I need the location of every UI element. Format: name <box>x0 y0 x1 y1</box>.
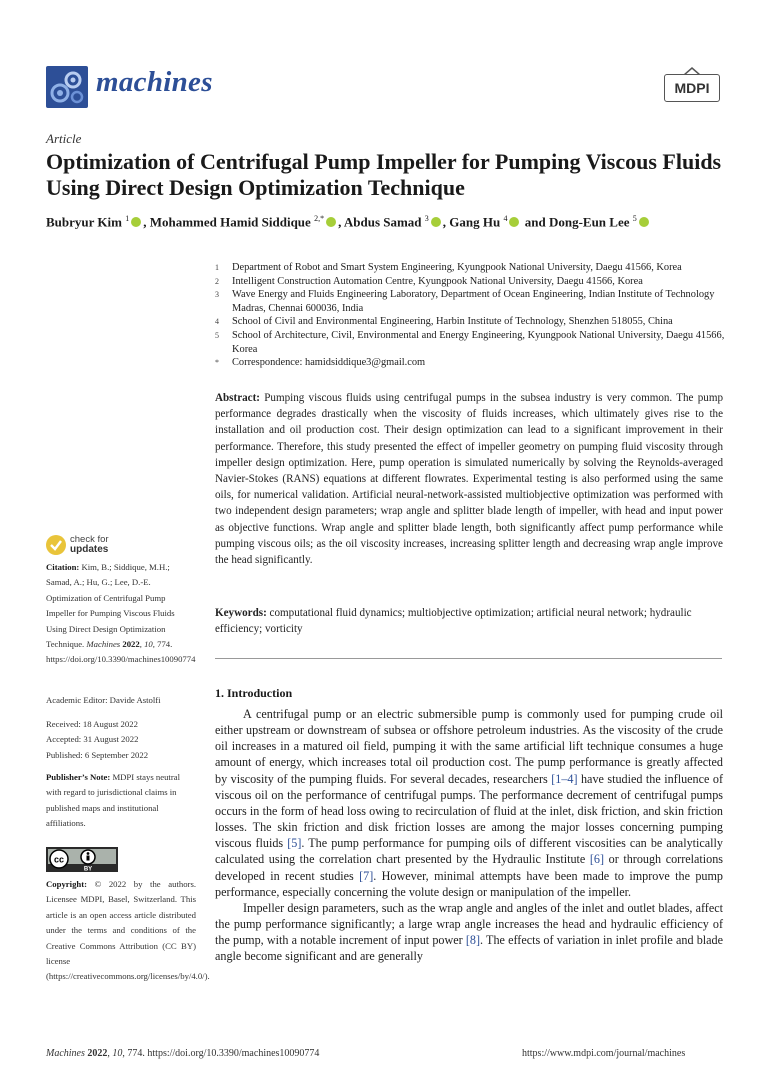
affiliation-item <box>215 275 735 289</box>
check-updates-icon <box>46 535 66 555</box>
keywords <box>215 605 723 637</box>
affiliation-item <box>215 288 735 315</box>
affiliation-item <box>215 315 735 329</box>
affiliations <box>215 261 735 370</box>
section-divider <box>215 658 722 659</box>
author-name[interactable]: Mohammed Hamid Siddique <box>149 214 311 230</box>
affiliation-number: 5 <box>215 330 219 340</box>
cc-icon-text: cc <box>53 854 65 865</box>
citation-link[interactable]: [1–4] <box>551 771 578 786</box>
author-affiliation-sup: 5 <box>632 214 637 223</box>
affiliation-item <box>215 356 735 370</box>
publisher-note: Publisher’s Note: MDPI stays neutral with regard to jurisdictional claims in published maps and institutional affiliations. <box>46 772 180 829</box>
keywords-label: Keywords: <box>215 607 267 619</box>
dates-block <box>46 717 196 763</box>
affiliation-item <box>215 329 735 356</box>
journal-name[interactable]: machines <box>96 66 213 98</box>
citation-link[interactable]: [5] <box>287 836 302 851</box>
publisher-logo[interactable]: MDPI <box>664 74 720 102</box>
academic-editor: Academic Editor: Davide Astolfi <box>46 695 161 705</box>
accepted-date: Accepted: 31 August 2022 <box>46 734 139 745</box>
author-list: Bubryur Kim $^1$ , Mohammed Hamid Siddique $^{2,*}$ , Abdus Samad $^3$ , Gang Hu $^4$ and Dong-Eun Lee $^5$ <box>46 214 746 230</box>
citation-block: Citation: Kim, B.; Siddique, M.H.; Samad, A.; Hu, G.; Lee, D.-E. Optimization of Centrifugal Pump Impeller for Pumping Viscous Fluids Using Direct Design Optimization Technique. Machines 2022, 10, 774. https://doi.org/10.3390/machines10090774 <box>46 562 196 665</box>
affiliation-text: Wave Energy and Fluids Engineering Laboratory, Department of Ocean Engineering, Indian Institute of Technology Madras, Chennai 600036, India <box>232 289 715 314</box>
keywords-text: computational fluid dynamics; multiobjective optimization; artificial neural network; hydraulic efficiency; vorticity <box>215 607 692 636</box>
check-for-updates-badge[interactable] <box>46 535 109 555</box>
section-heading: 1. Introduction <box>215 686 293 700</box>
abstract <box>215 390 723 568</box>
abstract-text: Pumping viscous fluids using centrifugal pumps in the subsea industry is very common. The pump performance degrades drastically when the viscosity of fluids increases, which ultimately gives rise to the installation and oil production cost. Their design optimization can lead to a significant improvement in their performance. Therefore, this study presented the effect of impeller geometry on pumping fluid viscosity through impeller design optimization. Here, pump operation is simulated numerically by solving the Reynolds-averaged Navier-Stokes (RANS) equations at different flowrates. Experimental testing is also performed using the same oils, for numerical validation. Artificial neural-network-assisted multiobjective optimization was performed with two independent design parameters; wrap angle and splitter blade length of impeller, with head and input power as objective functions. Wrap angle and splitter blade length, both significantly affect pump performance while pumping viscous oils; as the oil viscosity increases, increasing splitter length and decreasing wrap angle improve the head significantly. <box>215 392 723 567</box>
cc-by-license-badge[interactable] <box>46 847 118 872</box>
affiliation-text: Correspondence: hamidsiddique3@gmail.com <box>232 357 426 369</box>
affiliation-text: Department of Robot and Smart System Engineering, Kyungpook National University, Daegu 41566, Korea <box>232 262 682 273</box>
orcid-icon[interactable] <box>509 217 519 227</box>
footer-citation: Machines 2022, 10, 774. https://doi.org/10.3390/machines10090774 <box>46 1048 320 1059</box>
affiliation-number: 2 <box>215 276 219 286</box>
article-title: Optimization of Centrifugal Pump Impeller for Pumping Viscous Fluids Using Direct Design Optimization Technique <box>46 149 722 200</box>
affiliation-number: 4 <box>215 317 219 327</box>
author-affiliation-sup: 3 <box>424 214 429 223</box>
affiliation-number: * <box>215 358 219 368</box>
citation-link[interactable]: [8] <box>465 933 481 948</box>
orcid-icon[interactable] <box>639 217 649 227</box>
orcid-icon[interactable] <box>431 217 441 227</box>
author-name[interactable]: Abdus Samad <box>343 214 422 230</box>
journal-logo-icon <box>46 66 88 108</box>
introduction-body <box>215 706 723 965</box>
citation-link[interactable]: [6] <box>589 852 605 867</box>
affiliation-number: 1 <box>215 263 219 272</box>
published-date: Published: 6 September 2022 <box>46 749 149 760</box>
footer-journal-url[interactable]: https://www.mdpi.com/journal/machines <box>522 1048 686 1059</box>
affiliation-number: 3 <box>215 290 219 300</box>
body-paragraph: A centrifugal pump or an electric submersible pump is commonly used for pumping crude oil either upstream or downstream of subsea or offshore petroleum industries. As the viscosity of the crude oil increases in a matured oil field, pumping it with the same artificial lift technique consumes a huge amount of energy, which increases total oil production cost. The pump performance is greatly affected by viscosity of the pumping fluids. For several decades, researchers [1–4] have studied the influence of viscous oil on the performance of centrifugal pumps. The performance decrement of centrifugal pumps occurs in the form of head loss owing to recirculation of fluid at the inlet, disk friction, and skin friction losses. The skin friction and disk friction losses are among the major losses concerning pumping viscous fluids [5]. The pump performance for pumping oils of different viscosities can be analytically calculated using the correlation chart presented by the Hydraulic Institute [6] or through correlations developed in recent studies [7]. However, minimal attempts have been made to improve the pump performance, especially concerning the volute design or manipulation of the impeller. <box>215 707 723 899</box>
affiliation-item <box>215 261 735 275</box>
author-name[interactable]: Bubryur Kim <box>46 214 122 230</box>
affiliation-text: School of Architecture, Civil, Environmental and Energy Engineering, Kyungpook National University, Daegu 41566, Korea <box>232 329 725 355</box>
orcid-icon[interactable] <box>326 217 336 227</box>
affiliation-text: Intelligent Construction Automation Centre, Kyungpook National University, Daegu 41566, Korea <box>232 275 643 287</box>
abstract-label: Abstract: <box>215 392 260 404</box>
author-affiliation-sup: 2,* <box>314 214 325 223</box>
author-affiliation-sup: 1 <box>125 214 130 223</box>
author-affiliation-sup: 4 <box>503 214 508 223</box>
body-paragraph: Impeller design parameters, such as the wrap angle and angles of the inlet and outlet blades, affect the pump performance significantly; a large wrap angle increases the head and hydraulic efficiency of the pump, with a notable increment of input power [8]. The effects of variation in inlet profile and blade angle become significant and are generally <box>215 900 724 964</box>
affiliation-text: School of Civil and Environmental Engineering, Harbin Institute of Technology, Shenzhen 518055, China <box>232 316 673 328</box>
orcid-icon[interactable] <box>131 217 141 227</box>
author-name[interactable]: Gang Hu <box>449 214 501 230</box>
author-name[interactable]: Dong-Eun Lee <box>548 214 630 230</box>
copyright-block: Copyright: © 2022 by the authors. Licensee MDPI, Basel, Switzerland. This article is an open access article distributed under the terms and conditions of the Creative Commons Attribution (CC BY) license (https://creativecommons.org/licenses/by/4.0/). <box>46 879 210 982</box>
check-updates-label: check for updates <box>70 534 109 555</box>
article-type: Article <box>46 131 82 146</box>
received-date: Received: 18 August 2022 <box>46 719 138 729</box>
citation-link[interactable]: [7] <box>359 868 374 883</box>
by-icon-text: BY <box>83 866 93 872</box>
